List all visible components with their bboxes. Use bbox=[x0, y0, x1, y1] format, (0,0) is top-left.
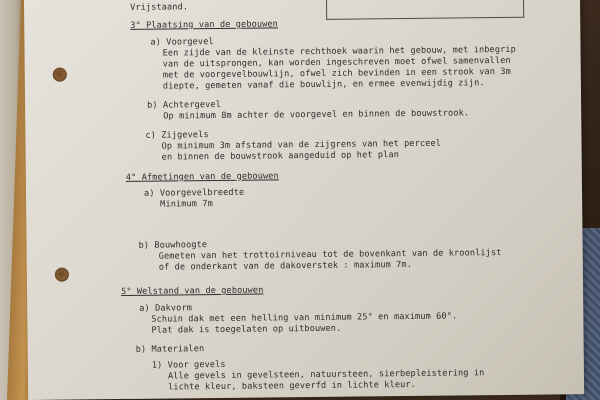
item-5b-1-line-2: lichte kleur, baksteen geverfd in lichte kleur. bbox=[168, 379, 416, 393]
text-vrijstaand: Vrijstaand. bbox=[130, 2, 189, 13]
item-3b-line-1: Op minimum 8m achter de voorgevel en binnen de bouwstrook. bbox=[163, 108, 470, 122]
item-4a-line-1: Minimum 7m bbox=[160, 199, 213, 210]
item-4b-line-1: Gemeten van het trottoirniveau tot de bovenkant van de kroonlijst bbox=[158, 248, 502, 262]
section-4-heading: 4° Afmetingen van de gebouwen bbox=[125, 171, 279, 183]
item-3c-line-1: Op minimum 3m afstand van de zijgrens van het perceel bbox=[161, 138, 442, 152]
item-3a-line-1: Een zijde van de kleinste rechthoek waarin het gebouw, met inbegrip bbox=[162, 44, 516, 59]
document-page bbox=[24, 0, 584, 400]
item-5b-1-heading: 1) Voor gevels bbox=[151, 359, 226, 371]
item-3b-heading: b) Achtergevel bbox=[147, 99, 222, 111]
item-4b-heading: b) Bouwhoogte bbox=[138, 240, 208, 251]
item-3a-heading: a) Voorgevel bbox=[150, 37, 214, 48]
section-3-heading: 3° Plaatsing van de gebouwen bbox=[130, 19, 278, 31]
item-5b-heading: b) Materialen bbox=[135, 344, 205, 355]
item-3a-line-2: van de uitsprongen, kan worden ingeschreven moet ofwel samenvallen bbox=[162, 55, 511, 70]
punch-hole-bottom bbox=[55, 268, 69, 282]
section-5-heading: 5° Welstand van de gebouwen bbox=[121, 285, 264, 297]
item-4a-heading: a) Voorgevelbreedte bbox=[143, 187, 245, 199]
item-3a-line-4: diepte, gemeten vanaf die bouwlijn, en ermee evenwijdig zijn. bbox=[162, 78, 485, 92]
header-box bbox=[326, 0, 524, 20]
item-5b-1-line-1: Alle gevels in gevelsteen, natuursteen, sierbepleistering in bbox=[167, 368, 485, 382]
punch-hole-top bbox=[53, 68, 67, 82]
item-3c-heading: c) Zijgevels bbox=[145, 130, 209, 141]
item-4b-line-2: of de onderkant van de dakoverstek : maximum 7m. bbox=[158, 259, 413, 273]
item-3c-line-2: en binnen de bouwstrook aangeduid op het plan bbox=[161, 150, 400, 163]
item-3a-line-3: met de voorgevelbouwlijn, ofwel zich bevinden in een strook van 3m bbox=[162, 66, 511, 81]
item-5a-heading: a) Dakvorm bbox=[139, 303, 193, 314]
item-5a-line-1: Schuin dak met een helling van minimum 25° en maximum 60°. bbox=[151, 311, 458, 325]
item-5a-line-2: Plat dak is toegelaten op uitbouwen. bbox=[151, 323, 342, 336]
